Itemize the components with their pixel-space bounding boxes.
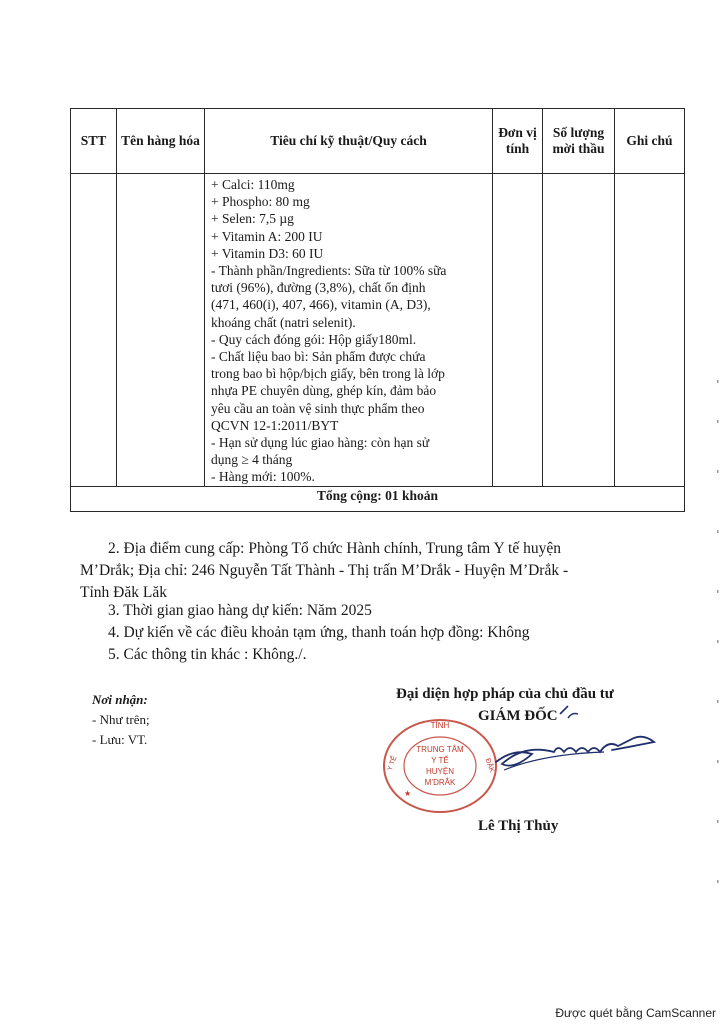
table-total-row [71, 486, 685, 511]
cell-spec [205, 174, 493, 487]
table-row [71, 174, 685, 487]
spec-line: yêu cầu an toàn vệ sinh thực phẩm theo [211, 400, 425, 416]
cell-unit [493, 174, 543, 487]
header-spec: Tiêu chí kỹ thuật/Quy cách [205, 109, 493, 174]
seal-ring-left: Y TẾ [386, 755, 399, 772]
spec-line: khoáng chất (natri selenit). [211, 314, 356, 330]
seal-star-icon: ★ [404, 789, 412, 798]
spec-line: - Chất liệu bao bì: Sản phẩm được chứa [211, 349, 426, 365]
signature-title: Đại diện hợp pháp của chủ đầu tư [396, 686, 614, 702]
recipient-line: - Như trên; [92, 712, 150, 727]
item-4: 4. Dự kiến về các điều khoản tạm ứng, thanh toán hợp đồng: Không [108, 624, 530, 641]
spec-line: + Vitamin D3: 60 IU [211, 245, 324, 261]
item-3: 3. Thời gian giao hàng dự kiến: Năm 2025 [108, 602, 372, 619]
items-table [70, 108, 685, 512]
seal-center-line: Y TẾ [431, 756, 449, 765]
header-quantity: Số lượng mời thầu [543, 109, 615, 174]
recipient-line: - Lưu: VT. [92, 732, 148, 747]
spec-line: + Vitamin A: 200 IU [211, 228, 323, 244]
seal-ring-right: ĐẮK [483, 757, 496, 774]
spec-line: + Selen: 7,5 µg [211, 211, 294, 227]
scan-edge-marks [714, 380, 722, 900]
item-5: 5. Các thông tin khác : Không./. [108, 646, 307, 663]
header-stt: STT [71, 109, 117, 174]
spec-line: trong bao bì hộp/bịch giấy, bên trong là lớp [211, 366, 445, 382]
spec-line: - Quy cách đóng gói: Hộp giấy180ml. [211, 331, 417, 347]
spec-line: nhựa PE chuyên dùng, ghép kín, đảm bảo [211, 383, 437, 399]
seal-center-line: TRUNG TÂM [416, 745, 464, 754]
seal-center-line: HUYỆN [425, 767, 455, 776]
spec-line: (471, 460(i), 407, 466), vitamin (A, D3), [211, 297, 431, 313]
official-seal [380, 716, 500, 816]
spec-line: + Phospho: 80 mg [211, 194, 310, 210]
spec-line: - Hạn sử dụng lúc giao hàng: còn hạn sử [211, 435, 430, 451]
handwritten-signature [484, 700, 664, 790]
scanner-watermark: Được quét bằng CamScanner [555, 1006, 716, 1020]
signer-name: Lê Thị Thủy [478, 818, 559, 834]
cell-quantity [543, 174, 615, 487]
seal-center-line: M’DRẮK [424, 778, 456, 787]
spec-line: + Calci: 110mg [211, 177, 295, 192]
recipients-block [92, 690, 150, 750]
cell-stt [71, 174, 117, 487]
spec-line: tươi (96%), đường (3,8%), chất ổn định [211, 280, 426, 296]
spec-line: - Hàng mới: 100%. [211, 469, 315, 485]
seal-ring-top: TỈNH [430, 721, 450, 730]
header-item-name: Tên hàng hóa [117, 109, 205, 174]
total-cell: Tổng cộng: 01 khoản [71, 486, 685, 511]
cell-note [615, 174, 685, 487]
recipients-title: Nơi nhận: [92, 692, 148, 707]
header-unit: Đơn vị tính [493, 109, 543, 174]
table-header-row [71, 109, 685, 174]
spec-line: QCVN 12-1:2011/BYT [211, 417, 339, 433]
header-note: Ghi chú [615, 109, 685, 174]
spec-line: - Thành phần/Ingredients: Sữa từ 100% sữa [211, 263, 447, 279]
item-2-line-2: M’Drắk; Địa chỉ: 246 Nguyễn Tất Thành - Thị trấn M’Drắk - Huyện M’Drắk - [80, 562, 569, 579]
item-2-line-3: Tỉnh Đăk Lăk [80, 584, 167, 601]
cell-item-name [117, 174, 205, 487]
item-2-line-1: 2. Địa điểm cung cấp: Phòng Tổ chức Hành chính, Trung tâm Y tế huyện [108, 540, 561, 557]
signer-role: GIÁM ĐỐC [478, 708, 558, 724]
spec-line: dụng ≥ 4 tháng [211, 452, 293, 468]
